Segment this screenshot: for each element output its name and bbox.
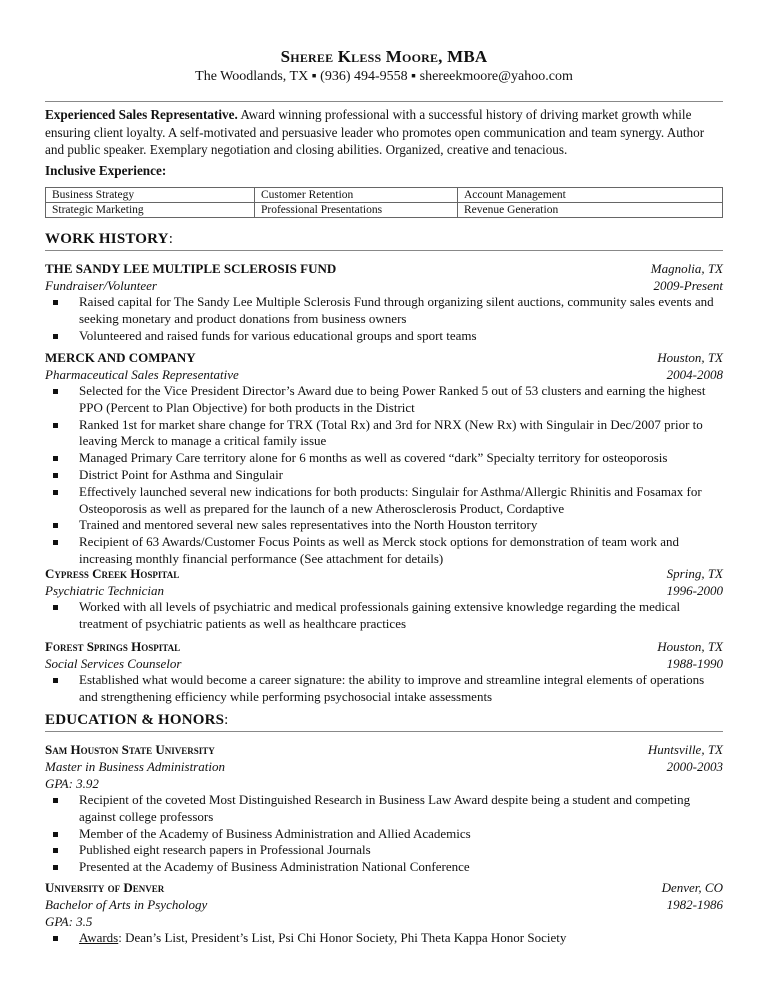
bullet-icon [53, 490, 58, 495]
bullet-text: Effectively launched several new indications for both products: Singulair for Asthma/Allergic Rhinitis and Fosamax for Osteoporosis as well as prepared for the launch of a new Atherosclerosis Product, Cordaptive [79, 483, 702, 516]
list-item [45, 484, 723, 518]
list-item [45, 792, 723, 826]
header-divider [45, 101, 723, 102]
bullet-icon [53, 605, 58, 610]
skill-cell: Revenue Generation [458, 203, 723, 218]
contact-line: The Woodlands, TX ▪ (936) 494-9558 ▪ shereekmoore@yahoo.com [195, 69, 573, 84]
work-history-heading-text: WORK HISTORY [45, 231, 169, 247]
bullet-text: Presented at the Academy of Business Administration National Conference [79, 859, 470, 875]
skills-row [46, 203, 723, 218]
skill-cell: Business Strategy [46, 188, 255, 203]
bullet-text: Ranked 1st for market share change for TRX (Total Rx) and 3rd for NRX (New Rx) with Singulair in Dec/2007 prior to leaving Merck to manage a critical family issue [79, 416, 703, 449]
awards-label: Awards [79, 930, 119, 945]
bullet-text: Published eight research papers in Professional Journals [79, 842, 371, 858]
job-entry [45, 638, 723, 706]
job-location: Houston, TX [657, 350, 723, 365]
list-item [45, 383, 723, 417]
bullet-text: Volunteered and raised funds for various educational groups and sport teams [79, 327, 477, 343]
school-location: Denver, CO [661, 880, 723, 895]
job-entry [45, 565, 723, 633]
bullet-icon [53, 389, 58, 394]
school-name: Sam Houston State University [45, 742, 215, 757]
gpa: GPA: 3.5 [45, 914, 93, 929]
job-dates: 1988-1990 [666, 656, 723, 671]
degree: Master in Business Administration [45, 759, 225, 774]
list-item [45, 534, 723, 568]
bullet-text: Recipient of 63 Awards/Customer Focus Points as well as Merck stock options for demonstration of team work and increasing monthly financial performance (See attachment for details) [79, 534, 679, 566]
list-item [45, 826, 723, 843]
bullet-icon [53, 936, 58, 941]
employer-name: MERCK AND COMPANY [45, 350, 196, 365]
job-entry [45, 260, 723, 344]
job-bullets [45, 672, 723, 706]
education-entry [45, 741, 723, 876]
job-dates: 2004-2008 [666, 367, 723, 382]
degree: Bachelor of Arts in Psychology [45, 897, 208, 912]
bullet-text: Established what would become a career signature: the ability to improve and streamline integral elements of operations and strengthening efficiency while performing psychosocial intake assessments [79, 672, 705, 704]
job-bullets [45, 294, 723, 344]
skill-cell: Account Management [458, 188, 723, 203]
job-role: Psychiatric Technician [45, 583, 165, 598]
bullet-icon [53, 540, 58, 545]
school-name: University of Denver [45, 880, 165, 895]
job-role: Social Services Counselor [45, 656, 182, 671]
list-item [45, 294, 723, 328]
skill-cell: Professional Presentations [255, 203, 458, 218]
job-location: Houston, TX [657, 639, 723, 654]
employer-name: Cypress Creek Hospital [45, 566, 180, 581]
job-dates: 1996-2000 [666, 583, 723, 598]
bullet-icon [53, 832, 58, 837]
education-entry [45, 879, 723, 947]
bullet-text: Selected for the Vice President Director’s Award due to being Power Ranked 5 out of 53 clusters and earning the highest PPO (Percent to Plan Objective) for both products in the District [79, 383, 706, 415]
bullet-icon [53, 334, 58, 339]
list-item [45, 859, 723, 876]
bullet-icon [53, 423, 58, 428]
skill-cell: Customer Retention [255, 188, 458, 203]
bullet-text: Trained and mentored several new sales representatives into the North Houston territory [79, 517, 538, 533]
skills-table [45, 187, 723, 218]
bullet-icon [53, 523, 58, 528]
job-bullets [45, 383, 723, 568]
list-item [45, 842, 723, 859]
bullet-icon [53, 865, 58, 870]
list-item [45, 672, 723, 706]
skills-row [46, 188, 723, 203]
awards-text: : Dean’s List, President’s List, Psi Chi Honor Society, Phi Theta Kappa Honor Society [118, 930, 567, 945]
list-item [45, 467, 723, 484]
list-item [45, 417, 723, 451]
list-item [45, 450, 723, 467]
bullet-icon [53, 678, 58, 683]
education-divider [45, 731, 723, 732]
heading-colon: : [168, 231, 174, 247]
bullet-text: Worked with all levels of psychiatric and medical professionals gaining extensive knowledge regarding the medical treatment of psychiatric patients as well as healthcare practices [79, 599, 681, 631]
summary-lead: Experienced Sales Representative. [45, 107, 238, 122]
employer-name: Forest Springs Hospital [45, 639, 181, 654]
work-divider [45, 250, 723, 251]
education-bullets [45, 930, 723, 947]
list-item [45, 517, 723, 534]
heading-colon: : [224, 712, 229, 728]
skill-cell: Strategic Marketing [46, 203, 255, 218]
candidate-name: Sheree Kless Moore, MBA [280, 47, 488, 66]
bullet-text: Recipient of the coveted Most Distinguished Research in Business Law Award despite being a student and competing against college professors [79, 792, 691, 824]
job-role: Pharmaceutical Sales Representative [45, 367, 239, 382]
bullet-icon [53, 300, 58, 305]
education-heading-text: EDUCATION & HONORS [45, 712, 225, 728]
job-location: Spring, TX [666, 566, 723, 581]
gpa: GPA: 3.92 [45, 776, 99, 791]
job-bullets [45, 599, 723, 633]
job-dates: 2009-Present [653, 278, 723, 293]
list-item [45, 328, 723, 345]
bullet-icon [53, 798, 58, 803]
work-history-heading [45, 231, 173, 248]
bullet-icon [53, 473, 58, 478]
job-entry [45, 349, 723, 568]
education-bullets [45, 792, 723, 876]
bullet-text: District Point for Asthma and Singulair [79, 466, 284, 482]
bullet-text: Member of the Academy of Business Administration and Allied Academics [79, 825, 471, 841]
summary-text: Award winning professional with a successful history of driving market growth while ensuring client loyalty. A self-motivated and persuasive leader who promotes open communication and team synergy. Author and public speaker. Exemplary negotiation and closing abilities. Organized, creative and tenacious. [45, 107, 705, 157]
professional-summary [45, 106, 723, 159]
job-role: Fundraiser/Volunteer [45, 278, 157, 293]
list-item [45, 599, 723, 633]
school-location: Huntsville, TX [647, 742, 723, 757]
list-item [45, 930, 723, 947]
employer-name: THE SANDY LEE MULTIPLE SCLEROSIS FUND [45, 261, 337, 276]
bullet-icon [53, 456, 58, 461]
school-dates: 1982-1986 [666, 897, 723, 912]
inclusive-experience-title: Inclusive Experience: [45, 163, 167, 178]
job-location: Magnolia, TX [650, 261, 723, 276]
bullet-text: Managed Primary Care territory alone for 6 months as well as covered “dark” Specialty territory for osteoporosis [79, 450, 668, 466]
bullet-icon [53, 848, 58, 853]
school-dates: 2000-2003 [666, 759, 723, 774]
bullet-text: Raised capital for The Sandy Lee Multiple Sclerosis Fund through organizing silent auctions, community sales events and seeking monetary and product donations from business owners [79, 294, 714, 326]
education-heading [45, 712, 229, 729]
